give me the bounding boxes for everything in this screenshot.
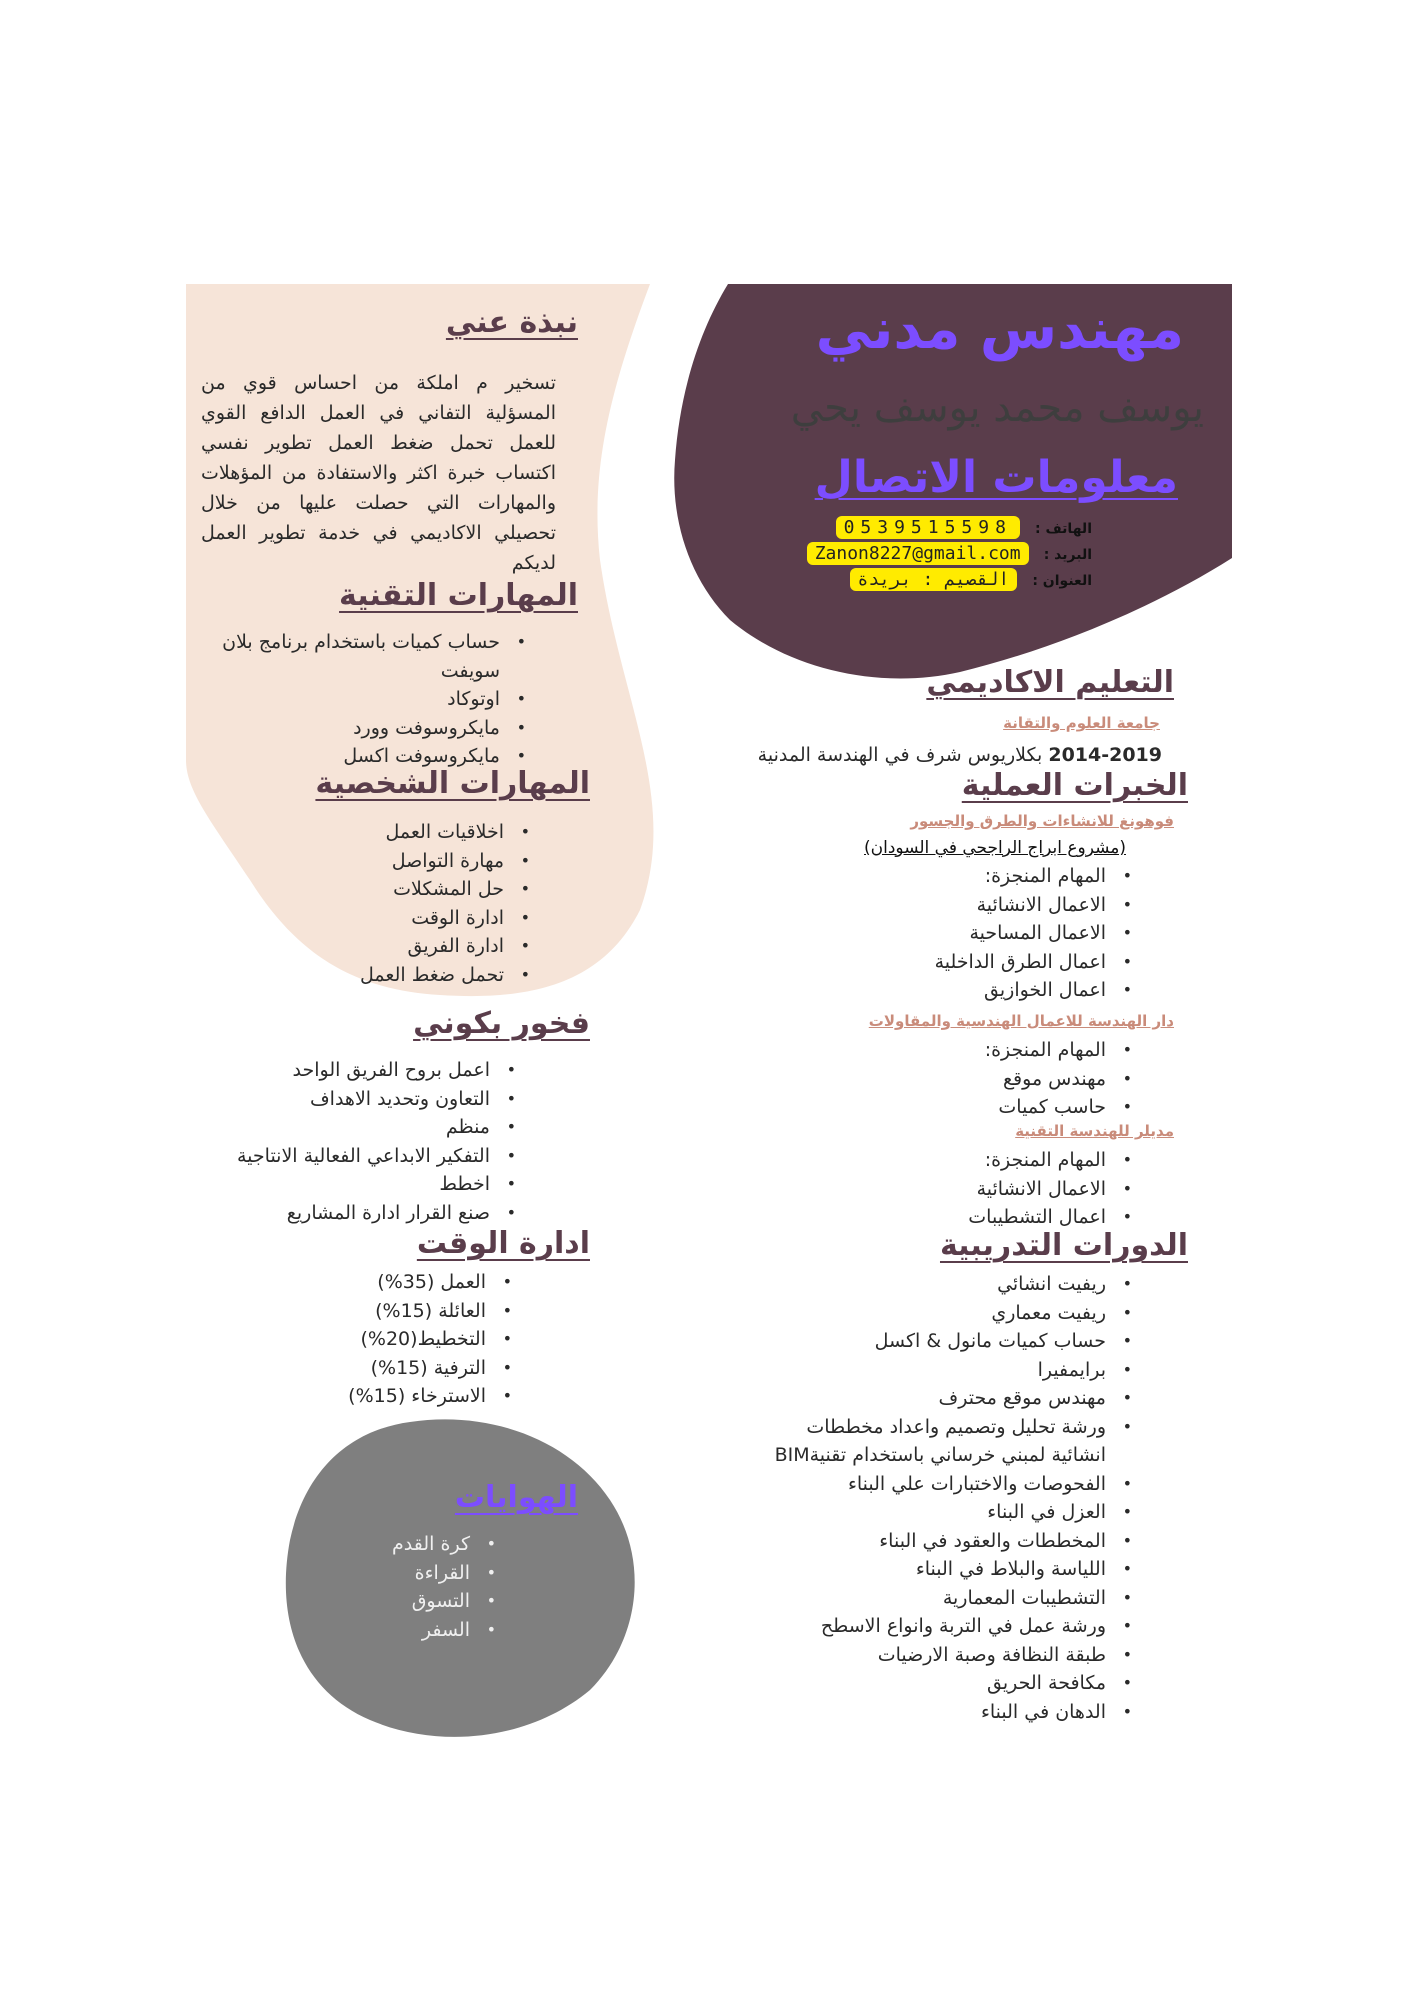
list-item: • حل المشكلات: [244, 875, 504, 904]
list-item: • برايمفيرا: [766, 1356, 1106, 1385]
email-value: Zanon8227@gmail.com: [807, 542, 1029, 565]
list-item: • الفحوصات والاختبارات علي البناء: [766, 1470, 1106, 1499]
contact-address-row: [672, 568, 1092, 594]
company-name: فوهونغ للانشاءات والطرق والجسور: [910, 812, 1174, 830]
tech-skills-list: [220, 628, 530, 771]
list-item: • اعمال الخوازيق: [806, 976, 1106, 1005]
list-item: • مهارة التواصل: [244, 847, 504, 876]
list-item: • مهندس موقع: [806, 1065, 1106, 1094]
list-item: • حاسب كميات: [806, 1093, 1106, 1122]
list-item: • اعمل بروح الفريق الواحد: [180, 1056, 490, 1085]
address-value: القصيم : بريدة: [850, 568, 1018, 591]
company-name: دار الهندسة للاعمال الهندسية والمقاولات: [868, 1012, 1174, 1030]
university-name: جامعة العلوم والتقانة: [1003, 714, 1160, 732]
job-2-list: [806, 1036, 1136, 1122]
list-item: • كرة القدم: [310, 1530, 470, 1559]
company-name: مديلر للهندسة التقنية: [1015, 1122, 1174, 1140]
list-item: • ورشة تحليل وتصميم واعداد مخططات انشائية لمبني خرساني باستخدام تقنيةBIM: [766, 1413, 1106, 1470]
header: [724, 295, 1184, 365]
tech-skills-title: المهارات التقنية: [339, 578, 578, 613]
list-item: • القراءة: [310, 1559, 470, 1588]
email-label: البريد :: [1043, 547, 1092, 563]
contact-block: [672, 516, 1092, 594]
address-label: العنوان :: [1032, 573, 1092, 589]
list-item: • منظم: [180, 1113, 490, 1142]
personal-skills-title: المهارات الشخصية: [315, 766, 590, 801]
job-3-list: [806, 1146, 1136, 1232]
project-name: (مشروع ابراج الراجحي في السودان): [864, 838, 1126, 858]
job-1-list: [806, 862, 1136, 1005]
list-item: • اللياسة والبلاط في البناء: [766, 1555, 1106, 1584]
list-item: • تحمل ضغط العمل: [244, 961, 504, 990]
list-item: • الاعمال الانشائية: [806, 1175, 1106, 1204]
list-item: • مهندس موقع محترف: [766, 1384, 1106, 1413]
list-item: • اعمال الطرق الداخلية: [806, 948, 1106, 977]
list-item: • ادارة الوقت: [244, 904, 504, 933]
list-item: • الاعمال المساحية: [806, 919, 1106, 948]
list-item: • اوتوكاد: [220, 685, 500, 714]
list-item: • المخططات والعقود في البناء: [766, 1527, 1106, 1556]
list-item: • مايكروسوفت اكسل: [220, 742, 500, 771]
list-item: • الاعمال الانشائية: [806, 891, 1106, 920]
contact-title: معلومات الاتصال: [814, 452, 1178, 503]
list-item: • التخطيط(20%): [286, 1325, 486, 1354]
degree-years: 2014-2019: [1048, 744, 1162, 766]
list-item: • العمل (35%): [286, 1268, 486, 1297]
phone-label: الهاتف :: [1035, 521, 1092, 537]
proud-title: فخور بكوني: [413, 1006, 590, 1041]
name: يوسف محمد يوسف يحي: [790, 385, 1204, 431]
training-list: [766, 1270, 1136, 1726]
proud-list: [180, 1056, 520, 1227]
list-item: • طبقة النظافة وصبة الارضيات: [766, 1641, 1106, 1670]
training-title: الدورات التدريبية: [939, 1228, 1188, 1263]
list-item: • الدهان في البناء: [766, 1698, 1106, 1727]
list-item: • ادارة الفريق: [244, 932, 504, 961]
list-item: • التشطيبات المعمارية: [766, 1584, 1106, 1613]
list-item: • المهام المنجزة:: [806, 1146, 1106, 1175]
contact-phone-row: [672, 516, 1092, 542]
list-item: • الاسترخاء (15%): [286, 1382, 486, 1411]
degree-row: [682, 744, 1162, 766]
degree-name: بكلاريوس شرف في الهندسة المدنية: [757, 744, 1043, 766]
time-mgmt-list: [286, 1268, 516, 1411]
list-item: • اخطط: [180, 1170, 490, 1199]
list-item: • مكافحة الحريق: [766, 1669, 1106, 1698]
list-item: • التسوق: [310, 1587, 470, 1616]
personal-skills-list: [244, 818, 534, 989]
list-item: • اخلاقيات العمل: [244, 818, 504, 847]
list-item: • السفر: [310, 1616, 470, 1645]
list-item: • المهام المنجزة:: [806, 862, 1106, 891]
contact-email-row: [672, 542, 1092, 568]
experience-title: الخبرات العملية: [961, 768, 1188, 803]
education-title: التعليم الاكاديمي: [926, 665, 1174, 700]
list-item: • مايكروسوفت وورد: [220, 714, 500, 743]
list-item: • حساب كميات مانول & اكسل: [766, 1327, 1106, 1356]
about-title: نبذة عني: [445, 305, 578, 340]
list-item: • صنع القرار ادارة المشاريع: [180, 1199, 490, 1228]
list-item: • المهام المنجزة:: [806, 1036, 1106, 1065]
list-item: • التعاون وتحديد الاهداف: [180, 1085, 490, 1114]
list-item: • العائلة (15%): [286, 1297, 486, 1326]
list-item: • حساب كميات باستخدام برنامج بلان سويفت: [220, 628, 500, 685]
time-mgmt-title: ادارة الوقت: [416, 1226, 590, 1261]
list-item: • اعمال التشطيبات: [806, 1203, 1106, 1232]
list-item: • ريفيت انشائي: [766, 1270, 1106, 1299]
about-text: تسخير م املكة من احساس قوي من المسؤلية التفاني في العمل الدافع القوي للعمل تحمل ضغط العمل تطوير نفسي اكتساب خبرة اكثر والاستفادة من المؤهلات والمهارات التي حصلت عليها من خلال تحصيلي الاكاديمي في خدمة تطوير العمل لديكم: [201, 372, 556, 574]
phone-value: 0539515598: [836, 516, 1020, 539]
list-item: • ريفيت معماري: [766, 1299, 1106, 1328]
job-title: مهندس مدني: [815, 297, 1184, 362]
hobbies-title: الهوايات: [454, 1480, 578, 1515]
list-item: • الترفية (15%): [286, 1354, 486, 1383]
list-item: • التفكير الابداعي الفعالية الانتاجية: [180, 1142, 490, 1171]
list-item: • العزل في البناء: [766, 1498, 1106, 1527]
hobbies-list: [310, 1530, 500, 1644]
list-item: • ورشة عمل في التربة وانواع الاسطح: [766, 1612, 1106, 1641]
